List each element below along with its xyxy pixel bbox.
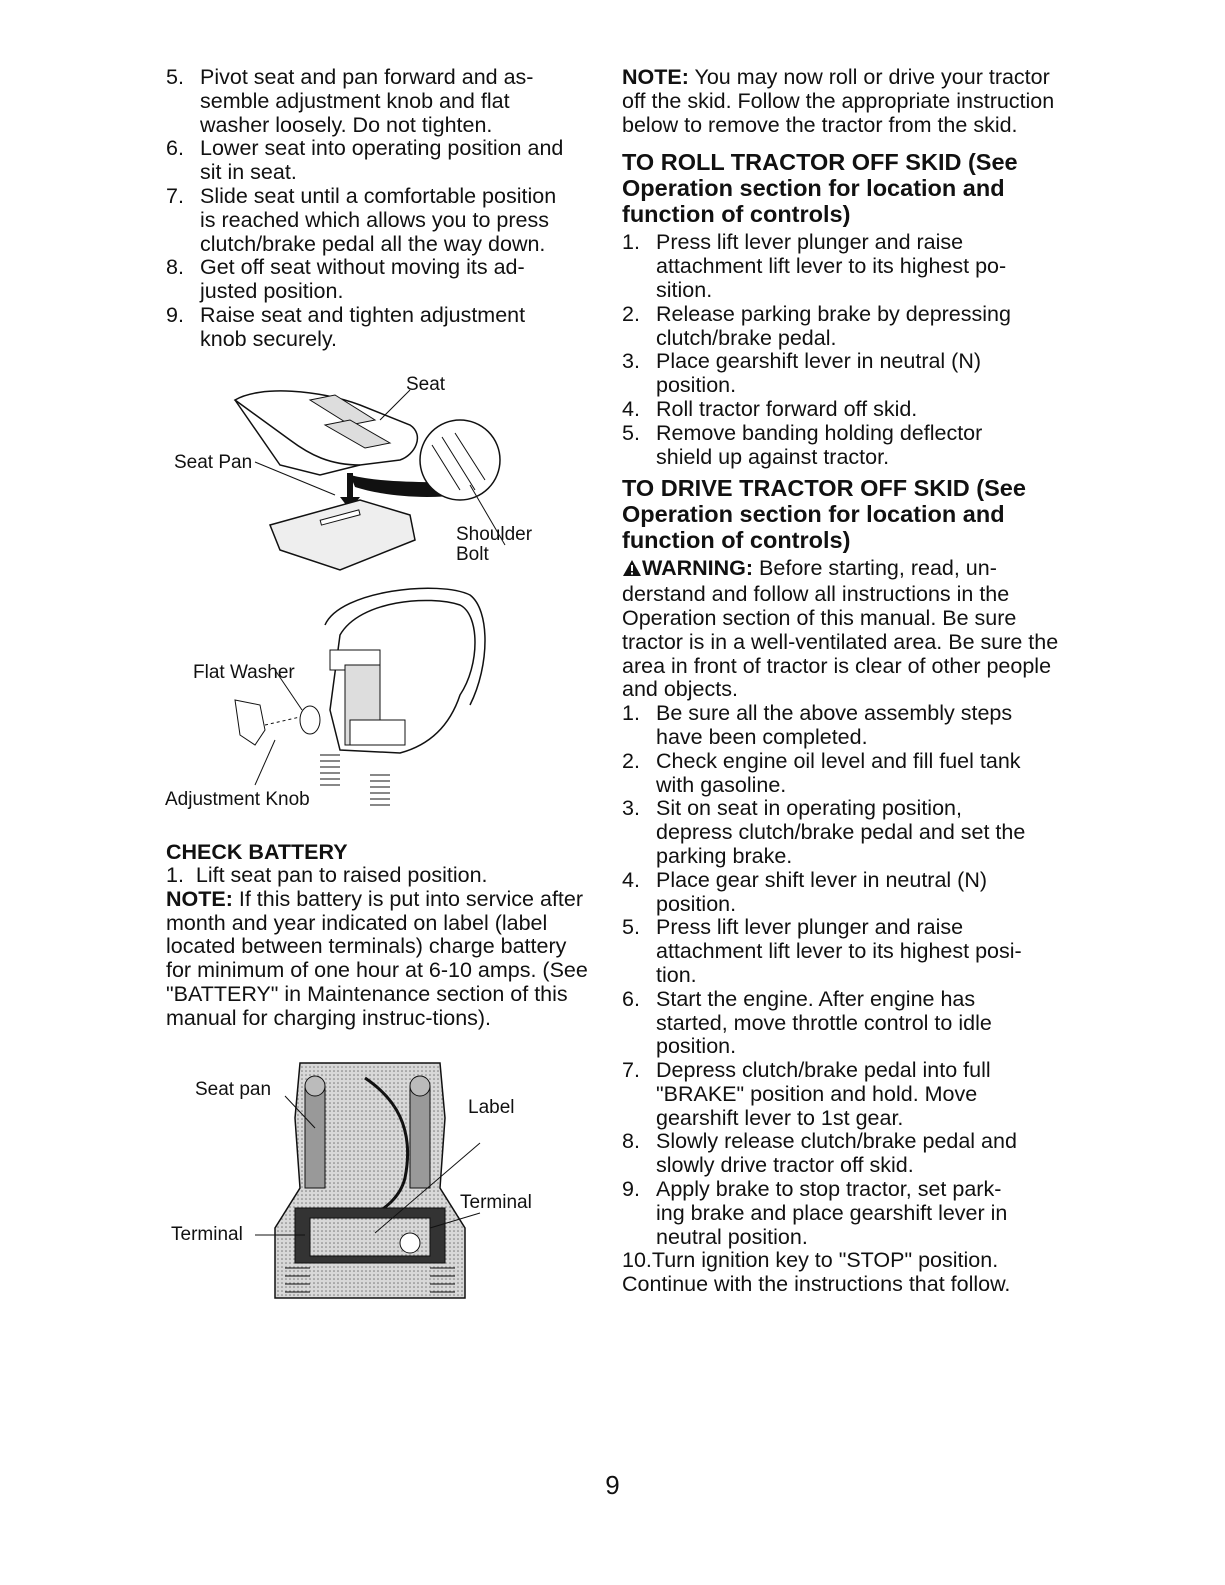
- label-label: Label: [468, 1097, 515, 1118]
- step-text: Press lift lever plunger and raise attachment lift lever to its highest posi- tion.: [656, 915, 1022, 987]
- list-item: 5. Remove banding holding deflector shield up against tractor.: [622, 420, 983, 469]
- step-text: Start the engine. After engine has started, move throttle control to idle position.: [656, 986, 992, 1059]
- list-item: 5. Pivot seat and pan forward and as- semble adjustment knob and flat washer loosely. Do not tighten.: [166, 65, 534, 137]
- check-battery-step: 1. Lift seat pan to raised position.: [166, 863, 488, 887]
- step-text: Roll tractor forward off skid.: [656, 396, 918, 421]
- continue-text: Continue with the instructions that follow.: [622, 1272, 1011, 1297]
- drive-heading: TO DRIVE TRACTOR OFF SKID (See Operation section for location and function of controls): [622, 475, 1026, 554]
- roll-steps: [622, 231, 1062, 469]
- seat-assembly-illustration: [160, 365, 580, 825]
- list-item: 2. Check engine oil level and fill fuel tank with gasoline.: [622, 748, 1021, 797]
- step-ten: 10.Turn ignition key to "STOP" position.: [622, 1248, 999, 1273]
- step-text: Check engine oil level and fill fuel tank with gasoline.: [656, 748, 1021, 797]
- step-text: Remove banding holding deflector shield up against tractor.: [656, 420, 983, 469]
- seat-pan-label: Seat Pan: [174, 452, 253, 473]
- list-item: 7. Slide seat until a comfortable position is reached which allows you to press clutch/brake pedal all the way down.: [166, 183, 557, 256]
- step-text: Slowly release clutch/brake pedal and slowly drive tractor off skid.: [656, 1129, 1017, 1178]
- step-text: Press lift lever plunger and raise attachment lift lever to its highest po- sition.: [656, 230, 1007, 302]
- list-item: 7. Depress clutch/brake pedal into full "BRAKE" position and hold. Move gearshift lever to 1st gear.: [622, 1058, 991, 1130]
- shoulder-bolt-label: Shoulder Bolt: [456, 524, 533, 565]
- step-text: Be sure all the above assembly steps have been completed.: [656, 701, 1013, 749]
- terminal-left-label: Terminal: [171, 1224, 243, 1245]
- list-item: 9. Apply brake to stop tractor, set park- ing brake and place gearshift lever in neutral position.: [622, 1177, 1008, 1249]
- list-item: 1. Be sure all the above assembly steps have been completed.: [622, 701, 1013, 749]
- flat-washer-label: Flat Washer: [193, 662, 295, 683]
- list-item: 6. Lower seat into operating position and sit in seat.: [166, 136, 564, 185]
- seat-label: Seat: [406, 374, 446, 395]
- check-battery-heading: CHECK BATTERY: [166, 840, 348, 864]
- warning-triangle-icon: [622, 559, 642, 583]
- list-item: 4. Place gear shift lever in neutral (N) position.: [622, 867, 988, 916]
- intro-note: NOTE: You may now roll or drive your tractor off the skid. Follow the appropriate instruction below to remove the tractor from the skid.: [622, 65, 1055, 137]
- step-text: Release parking brake by depressing clutch/brake pedal.: [656, 301, 1011, 350]
- battery-figure: [165, 1058, 585, 1318]
- step-text: Lower seat into operating position and sit in seat.: [200, 136, 564, 185]
- roll-heading: TO ROLL TRACTOR OFF SKID (See Operation section for location and function of controls): [622, 149, 1018, 228]
- list-item: 3. Sit on seat in operating position, depress clutch/brake pedal and set the parking brake.: [622, 796, 1026, 868]
- step-text: Apply brake to stop tractor, set park- ing brake and place gearshift lever in neutral position.: [656, 1177, 1008, 1249]
- step-text: Raise seat and tighten adjustment knob securely.: [200, 302, 526, 351]
- step-text: Pivot seat and pan forward and as- semble adjustment knob and flat washer loosely. Do not tighten.: [200, 65, 534, 137]
- step-text: Depress clutch/brake pedal into full "BRAKE" position and hold. Move gearshift lever to 1st gear.: [656, 1058, 991, 1130]
- step-text: Slide seat until a comfortable position is reached which allows you to press clutch/brake pedal all the way down.: [200, 183, 557, 256]
- left-column: [166, 66, 596, 352]
- step-text: Place gearshift lever in neutral (N) position.: [656, 349, 982, 398]
- list-item: 2. Release parking brake by depressing clutch/brake pedal.: [622, 301, 1011, 350]
- warning-paragraph: WARNING: Before starting, read, un-derstand and follow all instructions in the Operation section of this manual. Be sure tractor is in a well-ventilated area. Be sure the area in front of tractor is clear of other people and objects.: [622, 556, 1059, 702]
- adjustment-knob-label: Adjustment Knob: [165, 789, 310, 810]
- page-number: 9: [605, 1470, 620, 1500]
- list-item: 1. Press lift lever plunger and raise attachment lift lever to its highest po- sition.: [622, 230, 1007, 302]
- list-item: 4. Roll tractor forward off skid.: [622, 396, 918, 421]
- list-item: 8. Slowly release clutch/brake pedal and slowly drive tractor off skid.: [622, 1129, 1017, 1178]
- list-item: 5. Press lift lever plunger and raise attachment lift lever to its highest posi- tion.: [622, 915, 1022, 987]
- list-item: 3. Place gearshift lever in neutral (N) position.: [622, 349, 982, 398]
- seat-pan-label: Seat pan: [195, 1079, 272, 1100]
- terminal-right-label: Terminal: [460, 1192, 532, 1213]
- drive-steps: [622, 702, 1062, 1249]
- step-text: Get off seat without moving its ad- justed position.: [200, 255, 525, 304]
- seat-steps: [166, 66, 596, 352]
- battery-note: NOTE: If this battery is put into service after month and year indicated on label (label located between terminals) charge battery for minimum of one hour at 6-10 amps. (See "BATTERY" in Maintenance section of this manual for charging instruc-tions).: [166, 886, 588, 1030]
- check-battery-section: [166, 840, 596, 1031]
- step-text: Place gear shift lever in neutral (N) position.: [656, 867, 988, 916]
- list-item: 6. Start the engine. After engine has started, move throttle control to idle position.: [622, 986, 992, 1059]
- list-item: 8. Get off seat without moving its ad- justed position.: [166, 255, 525, 304]
- seat-assembly-figure: [160, 365, 580, 825]
- right-column: [622, 66, 1062, 1297]
- step-text: Sit on seat in operating position, depress clutch/brake pedal and set the parking brake.: [656, 796, 1026, 868]
- list-item: 9. Raise seat and tighten adjustment knob securely.: [166, 302, 526, 351]
